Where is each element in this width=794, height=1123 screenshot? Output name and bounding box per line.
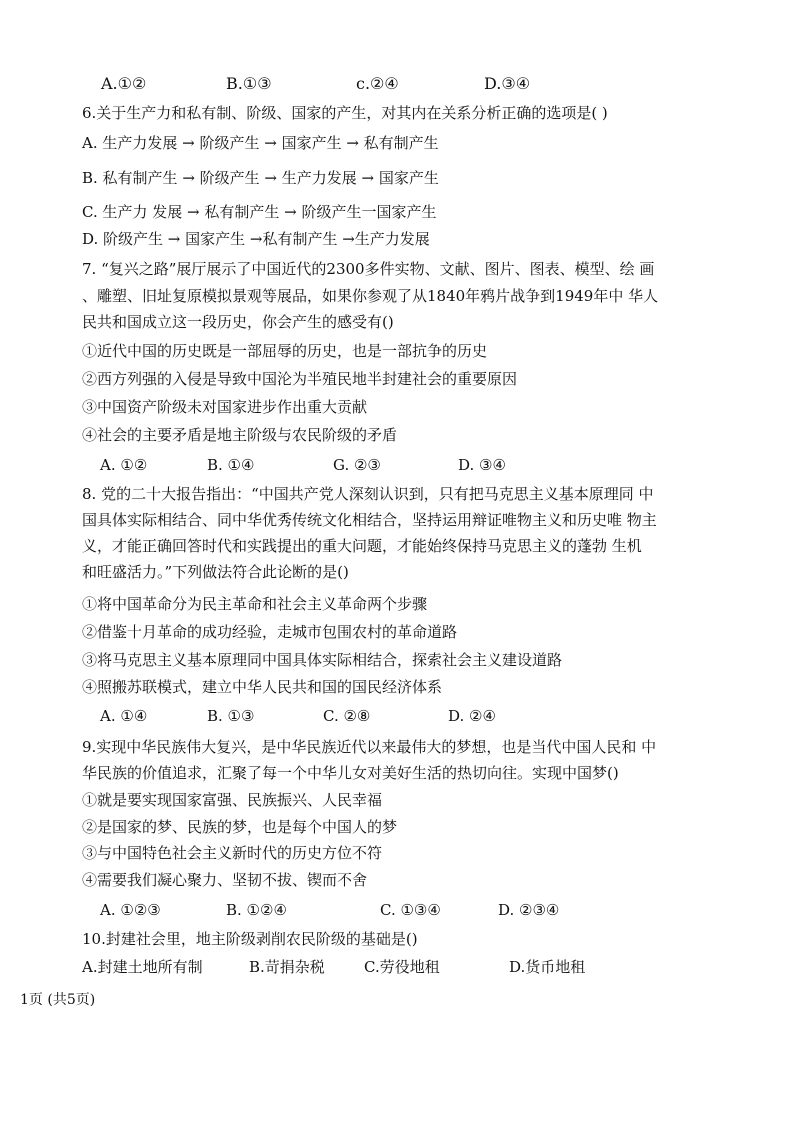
- q5-option-a: A.①②: [101, 74, 147, 93]
- q6-option-c: C. 生产力 发展 → 私有制产生 → 阶级产生一国家产生: [82, 203, 437, 221]
- q6-option-a: A. 生产力发展 → 阶级产生 → 国家产生 → 私有制产生: [82, 134, 439, 152]
- q8-option-a: A. ①④: [100, 707, 148, 725]
- q10-stem: 10.封建社会里，地主阶级剥削农民阶级的基础是(): [82, 930, 418, 948]
- q7-item-3: ③中国资产阶级未对国家进步作出重大贡献: [82, 398, 368, 416]
- q9-stem-line-1: 9.实现中华民族伟大复兴，是中华民族近代以来最伟大的梦想，也是当代中国人民和 中: [82, 738, 657, 756]
- q9-item-2: ②是国家的梦、民族的梦，也是每个中国人的梦: [82, 818, 398, 836]
- q10-option-b: B.苛捐杂税: [249, 958, 325, 976]
- q6-option-b: B. 私有制产生 → 阶级产生 → 生产力发展 → 国家产生: [82, 169, 439, 187]
- q7-stem-line-2: 、雕塑、旧址复原模拟景观等展品，如果你参观了从1840年鸦片战争到1949年中 华人: [82, 287, 659, 305]
- q5-option-c: c.②④: [356, 74, 399, 93]
- q7-options: [0, 455, 794, 475]
- q7-item-1: ①近代中国的历史既是一部屈辱的历史，也是一部抗争的历史: [82, 342, 488, 360]
- q9-stem-line-2: 华民族的价值追求，汇聚了每一个中华儿女对美好生活的热切向往。实现中国梦(): [82, 764, 619, 782]
- q7-item-2: ②西方列强的入侵是导致中国沦为半殖民地半封建社会的重要原因: [82, 370, 518, 388]
- q10-option-d: D.货币地租: [509, 958, 586, 976]
- q7-stem-line-3: 民共和国成立这一段历史，你会产生的感受有(): [82, 313, 394, 331]
- q8-stem-line-1: 8. 党的二十大报告指出：“中国共产党人深刻认识到，只有把马克思主义基本原理同 中: [82, 485, 654, 503]
- q8-stem-line-4: 和旺盛活力。”下列做法符合此论断的是(): [82, 563, 349, 581]
- q8-option-b: B. ①③: [207, 707, 255, 725]
- q10-option-c: C.劳役地租: [364, 958, 440, 976]
- q10-option-a: A.封建土地所有制: [82, 958, 203, 976]
- q7-option-c: G. ②③: [333, 456, 381, 474]
- q8-stem-line-2: 国具体实际相结合、同中华优秀传统文化相结合，坚持运用辩证唯物主义和历史唯 物主: [82, 511, 657, 529]
- q8-item-2: ②借鉴十月革命的成功经验，走城市包围农村的革命道路: [82, 623, 458, 641]
- q9-options: [0, 900, 794, 920]
- q7-option-d: D. ③④: [458, 456, 506, 474]
- q7-option-a: A. ①②: [100, 456, 148, 474]
- q8-option-d: D. ②④: [448, 707, 496, 725]
- q7-option-b: B. ①④: [207, 456, 255, 474]
- q5-options: [0, 74, 794, 94]
- q10-options: [0, 957, 794, 977]
- q9-item-3: ③与中国特色社会主义新时代的历史方位不符: [82, 844, 383, 862]
- q7-item-4: ④社会的主要矛盾是地主阶级与农民阶级的矛盾: [82, 426, 398, 444]
- q8-options: [0, 706, 794, 726]
- q5-option-b: B.①③: [226, 74, 272, 93]
- q5-option-d: D.③④: [484, 74, 531, 93]
- q9-option-b: B. ①②④: [226, 901, 287, 919]
- q6-stem: 6.关于生产力和私有制、阶级、国家的产生，对其内在关系分析正确的选项是( ): [82, 104, 608, 122]
- page-footer: 1页 (共5页): [20, 992, 96, 1008]
- q7-stem-line-1: 7. “复兴之路”展厅展示了中国近代的2300多件实物、文献、图片、图表、模型、绘 画: [82, 260, 655, 278]
- q8-item-1: ①将中国革命分为民主革命和社会主义革命两个步骤: [82, 595, 428, 613]
- q8-item-3: ③将马克思主义基本原理同中国具体实际相结合，探索社会主义建设道路: [82, 651, 563, 669]
- q6-option-d: D. 阶级产生 → 国家产生 →私有制产生 →生产力发展: [82, 230, 430, 248]
- q8-item-4: ④照搬苏联模式，建立中华人民共和国的国民经济体系: [82, 678, 443, 696]
- q9-option-d: D. ②③④: [498, 901, 560, 919]
- q9-item-1: ①就是要实现国家富强、民族振兴、人民幸福: [82, 791, 383, 809]
- q9-item-4: ④需要我们凝心聚力、坚韧不拔、锲而不舍: [82, 871, 368, 889]
- q9-option-a: A. ①②③: [100, 901, 161, 919]
- q9-option-c: C. ①③④: [380, 901, 441, 919]
- q8-option-c: C. ②⑧: [323, 707, 371, 725]
- q8-stem-line-3: 义，才能正确回答时代和实践提出的重大问题，才能始终保持马克思主义的蓬勃 生机: [82, 537, 642, 555]
